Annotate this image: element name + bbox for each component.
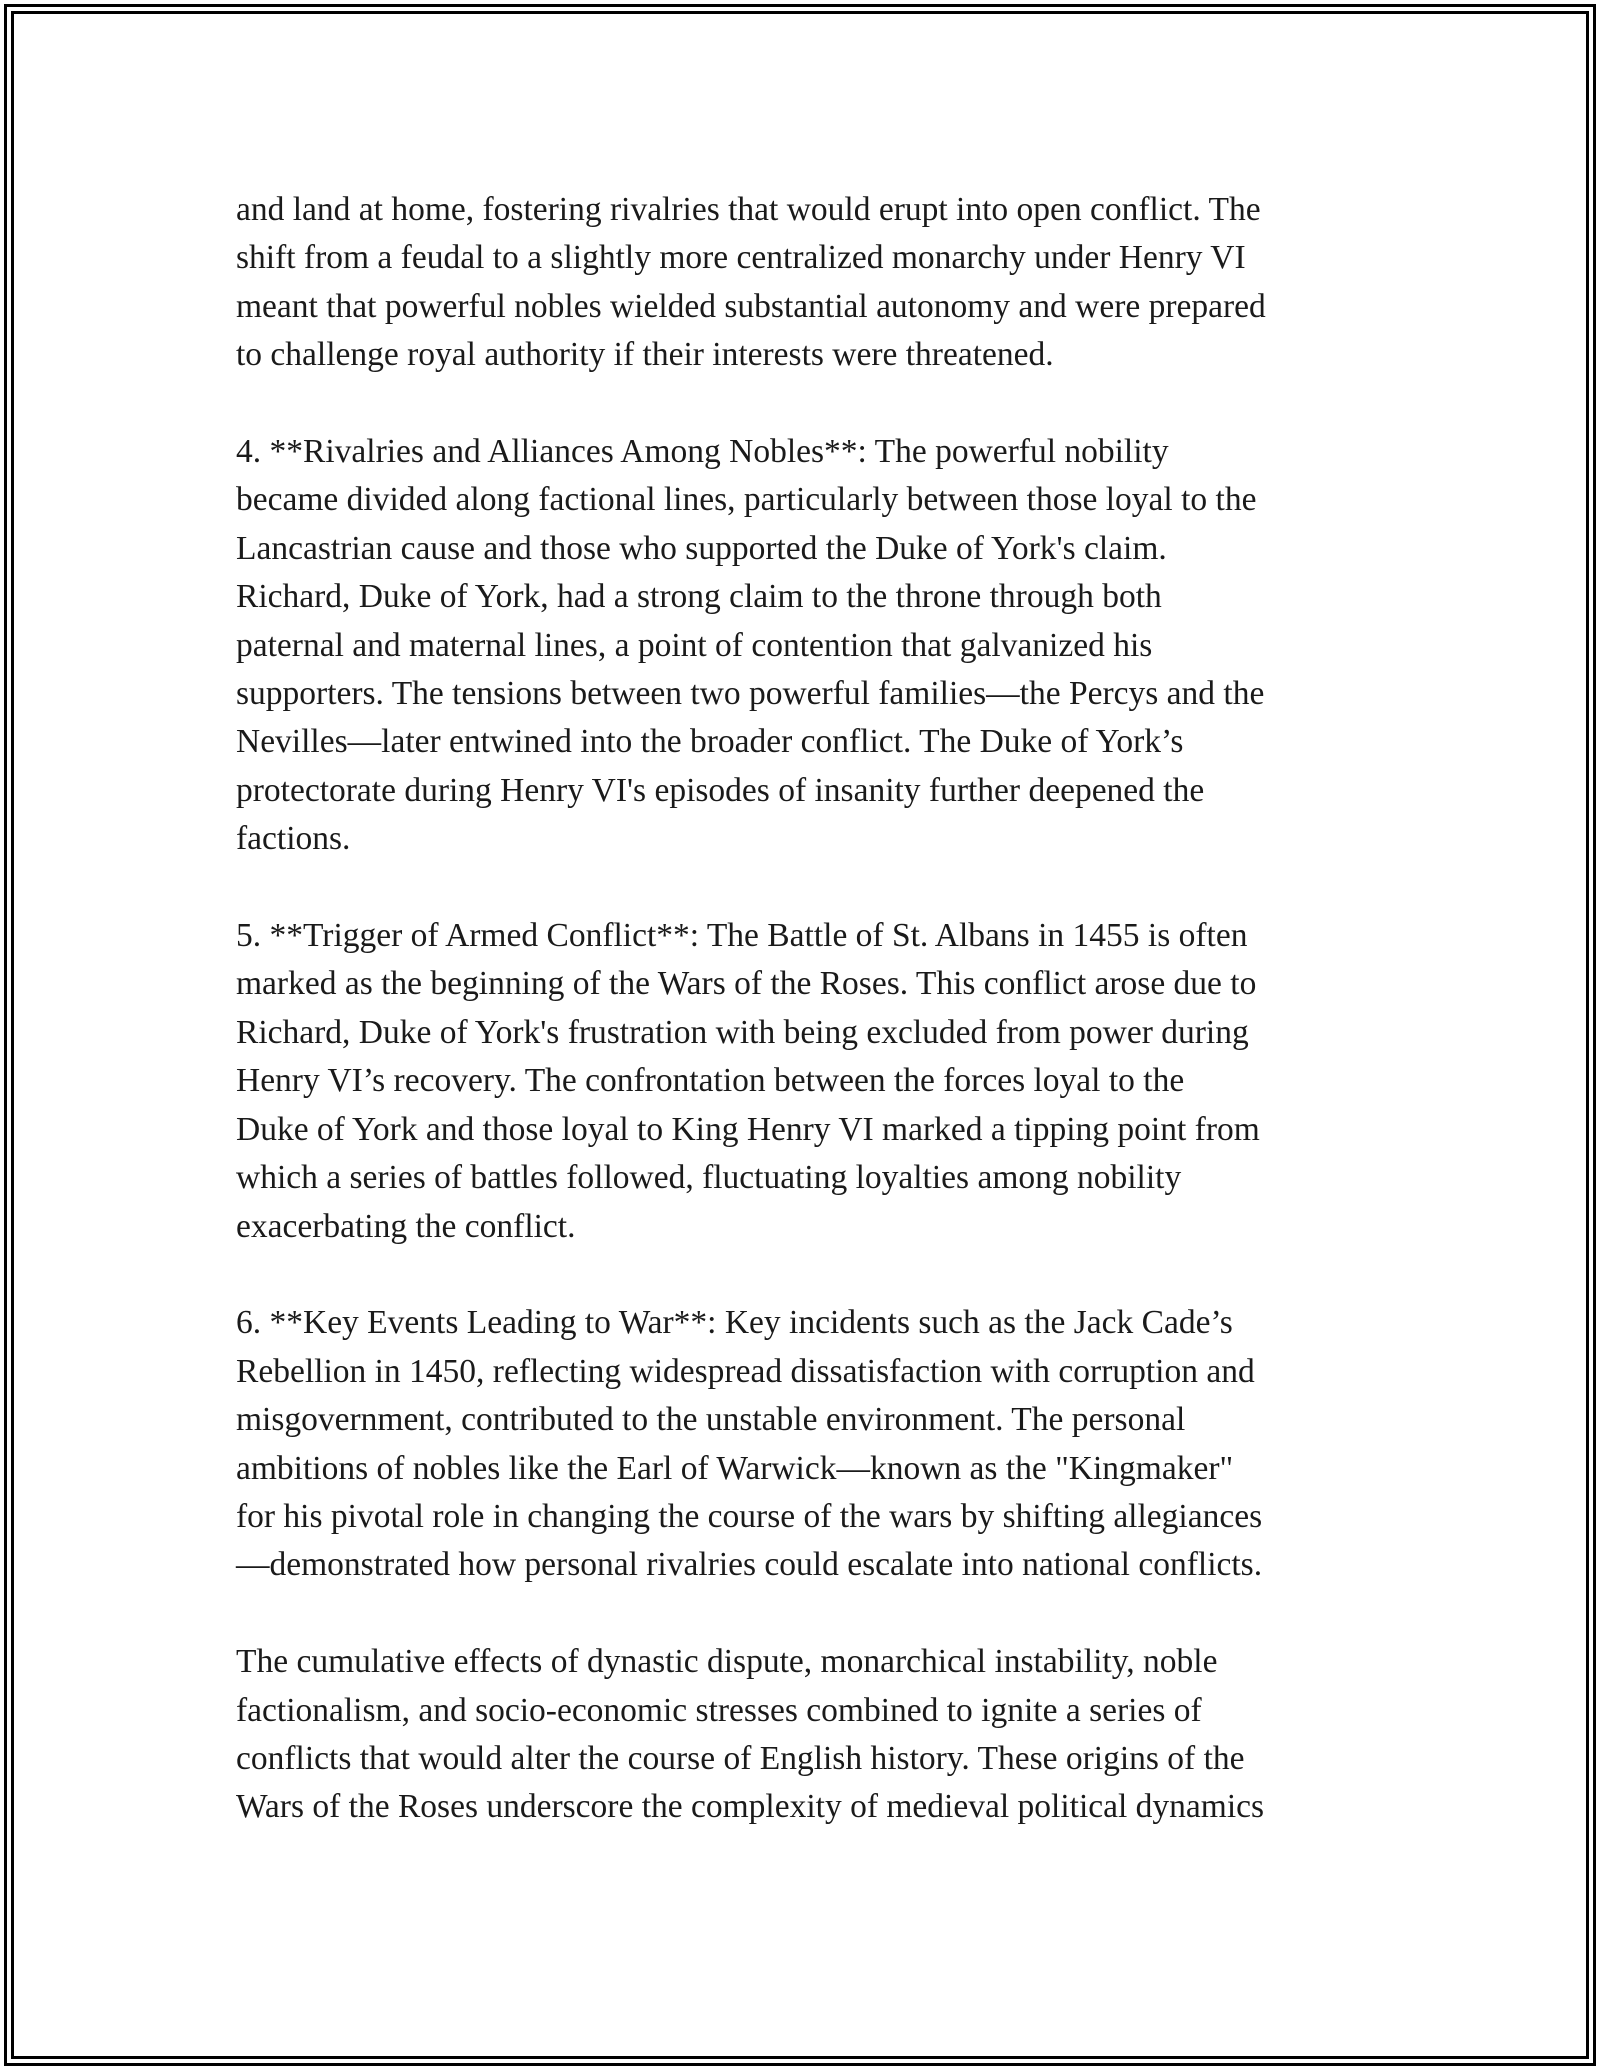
text-line: Wars of the Roses underscore the complexity of medieval political dynamics [236, 1788, 1265, 1826]
text-line: 5. **Trigger of Armed Conflict**: The Battle of St. Albans in 1455 is often [236, 917, 1248, 955]
paragraph-rivalries-alliances [236, 428, 1376, 864]
text-line: and land at home, fostering rivalries that would erupt into open conflict. The [236, 191, 1261, 228]
text-line: 4. **Rivalries and Alliances Among Nobles**: The powerful nobility [236, 433, 1169, 471]
text-line: factions. [236, 820, 351, 858]
text-line: 6. **Key Events Leading to War**: Key incidents such as the Jack Cade’s [236, 1304, 1233, 1342]
text-line: shift from a feudal to a slightly more centralized monarchy under Henry VI [236, 239, 1246, 277]
text-line: Lancastrian cause and those who supported the Duke of York's claim. [236, 529, 1167, 567]
text-line: Nevilles—later entwined into the broader conflict. The Duke of York’s [236, 723, 1184, 761]
paragraph-trigger-armed-conflict [236, 912, 1376, 1251]
text-line: Richard, Duke of York's frustration with being excluded from power during [236, 1013, 1249, 1051]
text-line: to challenge royal authority if their interests were threatened. [236, 336, 1054, 374]
text-line: misgovernment, contributed to the unstable environment. The personal [236, 1401, 1186, 1439]
text-line: Henry VI’s recovery. The confrontation between the forces loyal to the [236, 1062, 1185, 1100]
text-line: —demonstrated how personal rivalries could escalate into national conflicts. [236, 1546, 1263, 1584]
text-line: Duke of York and those loyal to King Henry VI marked a tipping point from [236, 1110, 1260, 1148]
text-line: Richard, Duke of York, had a strong claim to the throne through both [236, 578, 1162, 616]
text-line: paternal and maternal lines, a point of contention that galvanized his [236, 626, 1153, 664]
text-line: conflicts that would alter the course of English history. These origins of the [236, 1739, 1245, 1777]
paragraph-key-events [236, 1299, 1376, 1589]
text-line: exacerbating the conflict. [236, 1207, 576, 1245]
text-line: Rebellion in 1450, reflecting widespread dissatisfaction with corruption and [236, 1352, 1255, 1390]
text-line: factionalism, and socio-economic stresses combined to ignite a series of [236, 1691, 1202, 1729]
text-line: which a series of battles followed, fluctuating loyalties among nobility [236, 1159, 1182, 1197]
text-line: protectorate during Henry VI's episodes of insanity further deepened the [236, 771, 1205, 809]
text-line: meant that powerful nobles wielded substantial autonomy and were prepared [236, 287, 1266, 325]
paragraph-continuation [236, 186, 1376, 380]
text-line: became divided along factional lines, particularly between those loyal to the [236, 481, 1257, 519]
text-line: ambitions of nobles like the Earl of Warwick—known as the "Kingmaker" [236, 1449, 1234, 1487]
text-line: supporters. The tensions between two powerful families—the Percys and the [236, 675, 1265, 713]
paragraph-conclusion [236, 1638, 1376, 1832]
document-body [236, 186, 1376, 1880]
text-line: for his pivotal role in changing the course of the wars by shifting allegiances [236, 1497, 1263, 1535]
text-line: The cumulative effects of dynastic dispute, monarchical instability, noble [236, 1643, 1218, 1681]
text-line: marked as the beginning of the Wars of the Roses. This conflict arose due to [236, 965, 1257, 1003]
